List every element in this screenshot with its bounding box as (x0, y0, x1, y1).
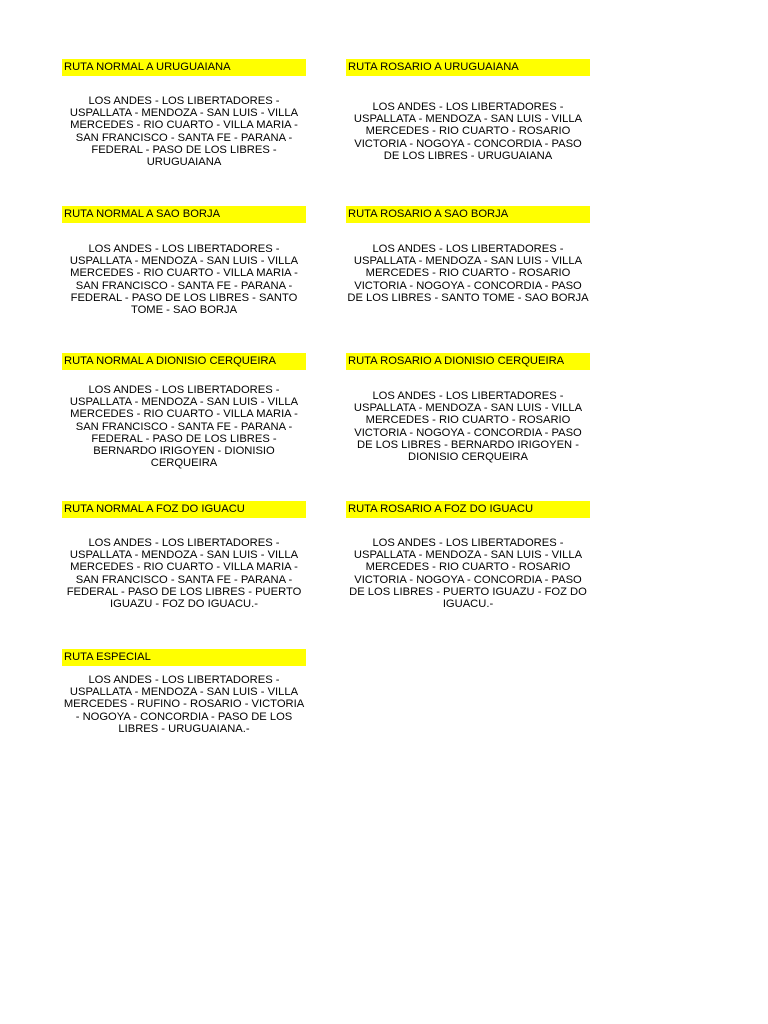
route-description: LOS ANDES - LOS LIBERTADORES - USPALLATA - MENDOZA - SAN LUIS - VILLA MERCEDES - RIO CUARTO - VILLA MARIA - SAN FRANCISCO - SANTA FE - PARANA - FEDERAL - PASO DE LOS LIBRES - SANTO TOME - SAO BORJA (69, 243, 299, 317)
route-title: RUTA NORMAL A DIONISIO CERQUEIRA (62, 353, 306, 370)
route-description: LOS ANDES - LOS LIBERTADORES - USPALLATA - MENDOZA - SAN LUIS - VILLA MERCEDES - RIO CUARTO - ROSARIO VICTORIA - NOGOYA - CONCORDIA - PASO DE LOS LIBRES - BERNARDO IRIGOYEN - DIONISIO CERQUEIRA (353, 390, 583, 464)
route-block-normal-dionisio-cerqueira (62, 353, 306, 470)
route-description: LOS ANDES - LOS LIBERTADORES - USPALLATA - MENDOZA - SAN LUIS - VILLA MERCEDES - RIO CUARTO - ROSARIO VICTORIA - NOGOYA - CONCORDIA - PASO DE LOS LIBRES - PUERTO IGUAZU - FOZ DO IGUACU.- (349, 537, 587, 611)
route-block-normal-sao-borja (62, 206, 306, 317)
route-title: RUTA ROSARIO A DIONISIO CERQUEIRA (346, 353, 590, 370)
route-block-rosario-foz-do-iguacu (346, 501, 590, 611)
route-title: RUTA NORMAL A SAO BORJA (62, 206, 306, 223)
route-title: RUTA ESPECIAL (62, 649, 306, 666)
route-description: LOS ANDES - LOS LIBERTADORES - USPALLATA - MENDOZA - SAN LUIS - VILLA MERCEDES - RIO CUARTO - ROSARIO VICTORIA - NOGOYA - CONCORDIA - PASO DE LOS LIBRES - SANTO TOME - SAO BORJA (347, 243, 589, 304)
route-description: LOS ANDES - LOS LIBERTADORES - USPALLATA - MENDOZA - SAN LUIS - VILLA MERCEDES - RUFINO - ROSARIO - VICTORIA - NOGOYA - CONCORDIA - PASO DE LOS LIBRES - URUGUAIANA.- (63, 674, 305, 735)
route-title: RUTA NORMAL A FOZ DO IGUACU (62, 501, 306, 518)
route-title: RUTA ROSARIO A SAO BORJA (346, 206, 590, 223)
route-description: LOS ANDES - LOS LIBERTADORES - USPALLATA - MENDOZA - SAN LUIS - VILLA MERCEDES - RIO CUARTO - VILLA MARIA - SAN FRANCISCO - SANTA FE - PARANA - FEDERAL - PASO DE LOS LIBRES - BERNARDO IRIGOYEN - DIONISIO CERQUEIRA (69, 384, 299, 470)
route-description: LOS ANDES - LOS LIBERTADORES - USPALLATA - MENDOZA - SAN LUIS - VILLA MERCEDES - RIO CUARTO - ROSARIO VICTORIA - NOGOYA - CONCORDIA - PASO DE LOS LIBRES - URUGUAIANA (353, 101, 583, 162)
route-block-normal-foz-do-iguacu (62, 501, 306, 611)
route-title: RUTA ROSARIO A URUGUAIANA (346, 59, 590, 76)
route-block-especial (62, 649, 306, 735)
route-block-rosario-dionisio-cerqueira (346, 353, 590, 464)
route-block-normal-uruguaiana (62, 59, 306, 169)
route-title: RUTA NORMAL A URUGUAIANA (62, 59, 306, 76)
route-title: RUTA ROSARIO A FOZ DO IGUACU (346, 501, 590, 518)
route-block-rosario-uruguaiana (346, 59, 590, 162)
route-description: LOS ANDES - LOS LIBERTADORES - USPALLATA - MENDOZA - SAN LUIS - VILLA MERCEDES - RIO CUARTO - VILLA MARIA - SAN FRANCISCO - SANTA FE - PARANA - FEDERAL - PASO DE LOS LIBRES - URUGUAIANA (69, 95, 299, 169)
route-description: LOS ANDES - LOS LIBERTADORES - USPALLATA - MENDOZA - SAN LUIS - VILLA MERCEDES - RIO CUARTO - VILLA MARIA - SAN FRANCISCO - SANTA FE - PARANA - FEDERAL - PASO DE LOS LIBRES - PUERTO IGUAZU - FOZ DO IGUACU.- (66, 537, 302, 611)
route-block-rosario-sao-borja (346, 206, 590, 304)
